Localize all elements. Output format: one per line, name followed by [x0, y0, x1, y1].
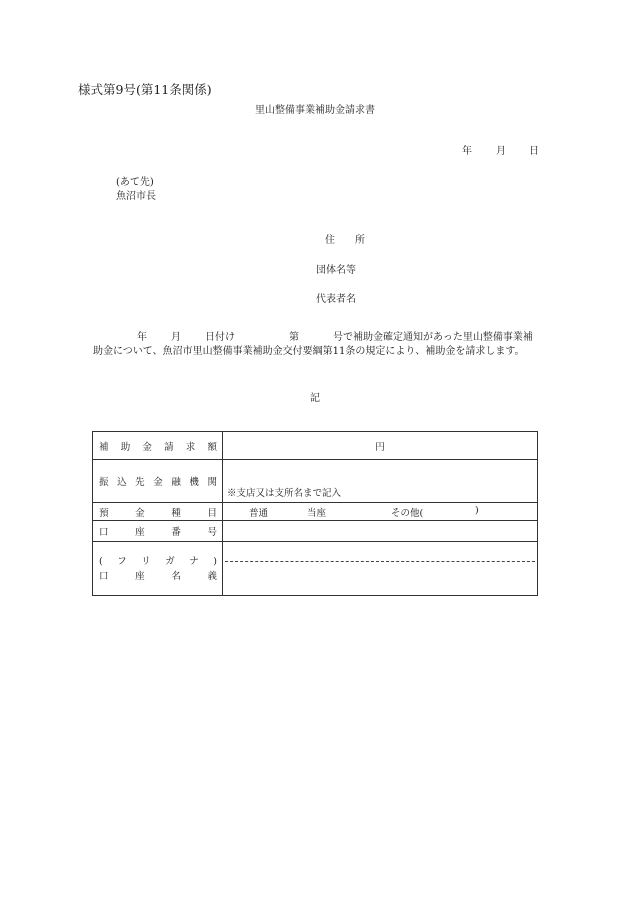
date-day: 日: [529, 146, 539, 157]
table-row: [93, 503, 538, 521]
date-year: 年: [462, 146, 472, 157]
addressee-name: 魚沼市長: [116, 191, 156, 202]
request-body-text: [93, 331, 539, 359]
bank-note: ※支店又は支所名まで記入: [227, 488, 342, 499]
document-title: 里山整備事業補助金請求書: [255, 105, 375, 116]
deposit-type-field[interactable]: [223, 503, 538, 521]
amount-field[interactable]: [223, 432, 538, 460]
yen-unit: 円: [375, 441, 385, 453]
amount-label: 補 助 金 請 求 額: [93, 432, 223, 460]
date-month: 月: [496, 146, 506, 157]
table-row: [93, 521, 538, 542]
bank-label: 振 込 先 金 融 機 関: [93, 460, 223, 503]
ki-heading: 記: [310, 393, 320, 404]
applicant-rep-label: 代表者名: [316, 294, 356, 305]
bank-field[interactable]: [223, 460, 538, 503]
account-number-label: 口 座 番 号: [93, 521, 223, 542]
account-number-field[interactable]: [223, 521, 538, 542]
furigana-label: ( フ リ ガ ナ ): [99, 555, 217, 567]
deposit-type-label: 預 金 種 目: [93, 503, 223, 521]
payment-details-table: [92, 431, 538, 596]
body-rest: 号で補助金確定通知があった里山整備事業補助金について、魚沼市里山整備事業補助金交付要綱第11条の規定により、補助金を請求します。: [93, 332, 533, 357]
applicant-org-label: 団体名等: [316, 265, 356, 276]
table-row: [93, 432, 538, 460]
body-month: 月: [171, 332, 181, 343]
applicant-address-label: 住 所: [325, 235, 365, 246]
option-toza[interactable]: 当座: [307, 507, 327, 519]
addressee-prefix: (あて先): [116, 177, 154, 188]
furigana-divider: [225, 561, 535, 562]
form-number: 様式第9号(第11条関係): [78, 82, 212, 97]
account-holder-label: 口 座 名 義: [99, 570, 217, 582]
table-row: [93, 542, 538, 596]
account-name-field[interactable]: [223, 542, 538, 596]
body-dai: 第: [289, 332, 299, 343]
body-year: 年: [137, 332, 147, 343]
body-dated: 日付け: [205, 332, 235, 343]
option-futsu[interactable]: 普通: [249, 507, 269, 519]
account-name-label: [93, 542, 223, 596]
table-row: [93, 460, 538, 503]
option-other[interactable]: その他(: [391, 507, 424, 519]
option-other-close: ): [475, 504, 479, 516]
